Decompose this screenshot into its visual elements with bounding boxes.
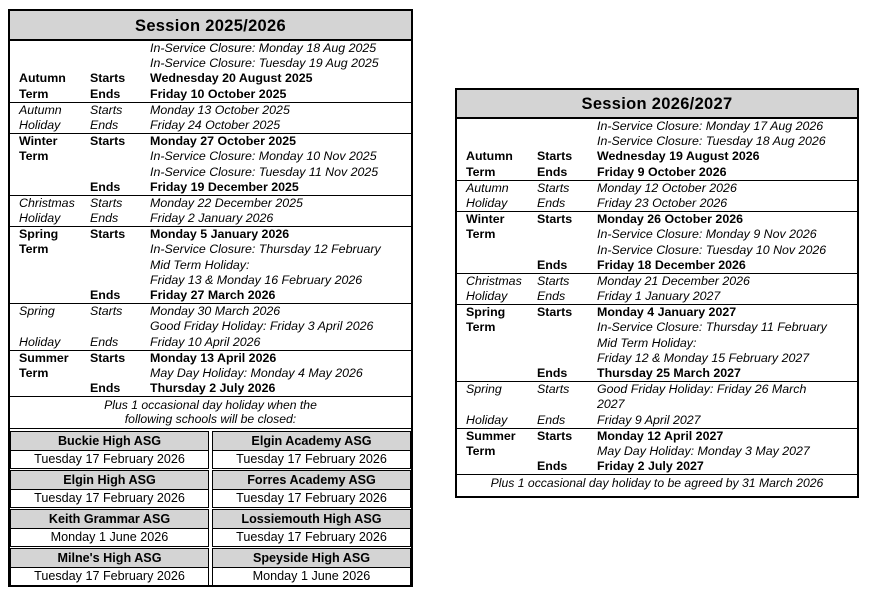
period-label: Summer (466, 428, 516, 443)
period-label (457, 366, 537, 381)
date-text: In-Service Closure: Monday 18 Aug 2025 (150, 41, 377, 55)
date-text: In-Service Closure: Thursday 11 February (597, 320, 827, 335)
date-text: In-Service Closure: Tuesday 11 Nov 2025 (150, 164, 379, 179)
period-label: Autumn (19, 102, 62, 117)
term-block (10, 351, 411, 398)
asg-closure-date: Tuesday 17 February 2026 (236, 452, 387, 467)
term-row (457, 227, 857, 242)
date-text: Friday 2 July 2027 (597, 459, 704, 474)
date-text: Mid Term Holiday: (150, 257, 250, 272)
date-text: Good Friday Holiday: Friday 3 April 2026 (150, 319, 374, 334)
starts-ends-label: Ends (90, 179, 121, 194)
term-row (10, 118, 411, 133)
starts-ends-label: Starts (537, 180, 570, 195)
date-text: Friday 1 January 2027 (597, 289, 721, 304)
starts-ends-label: Starts (537, 212, 573, 227)
date-text: Monday 22 December 2025 (150, 195, 303, 210)
period-label: Christmas (466, 273, 522, 288)
starts-ends-label: Ends (537, 412, 566, 427)
period-label (457, 243, 537, 258)
note-line: Plus 1 occasional day holiday when the (104, 398, 317, 413)
term-block (457, 274, 857, 305)
starts-ends-label (90, 319, 150, 334)
period-label: Christmas (19, 195, 75, 210)
starts-ends-label: Ends (537, 366, 568, 380)
period-label (10, 288, 90, 303)
term-row (10, 335, 411, 350)
starts-ends-label (90, 273, 150, 288)
date-text: Friday 9 October 2026 (597, 164, 727, 179)
term-row (457, 181, 857, 196)
asg-closure-date: Tuesday 17 February 2026 (34, 491, 185, 506)
term-row (457, 289, 857, 304)
term-row (457, 258, 857, 273)
starts-ends-label (537, 134, 597, 149)
date-text: Friday 27 March 2026 (150, 288, 276, 302)
asg-name: Lossiemouth High ASG (213, 510, 410, 529)
term-block (10, 304, 411, 351)
date-text: Wednesday 19 August 2026 (597, 149, 760, 164)
term-row (10, 103, 411, 118)
period-label (457, 351, 537, 366)
term-row (10, 366, 411, 381)
starts-ends-label: Starts (90, 195, 123, 210)
term-row (10, 196, 411, 211)
term-row (457, 382, 857, 397)
term-row (457, 305, 857, 320)
date-text: Friday 18 December 2026 (597, 257, 746, 272)
term-row (10, 134, 411, 149)
period-label: Term (19, 86, 49, 101)
date-text: Wednesday 20 August 2025 (150, 71, 313, 86)
asg-closure-date: Tuesday 17 February 2026 (236, 491, 387, 506)
starts-ends-label: Ends (537, 195, 566, 210)
period-label: Holiday (19, 334, 61, 349)
asg-grid (10, 429, 411, 586)
session-2025-2026-table (8, 9, 413, 587)
period-label (10, 41, 90, 56)
term-block (457, 305, 857, 382)
date-text: Friday 10 October 2025 (150, 86, 287, 101)
term-row (10, 211, 411, 226)
period-label (457, 119, 537, 134)
asg-name: Elgin Academy ASG (213, 432, 410, 451)
starts-ends-label (90, 242, 150, 257)
date-text: In-Service Closure: Tuesday 19 Aug 2025 (150, 56, 379, 71)
date-text: Friday 23 October 2026 (597, 195, 728, 210)
starts-ends-label (90, 56, 150, 71)
date-text: In-Service Closure: Monday 17 Aug 2026 (597, 119, 824, 133)
date-text: Monday 4 January 2027 (597, 305, 737, 320)
period-label (457, 258, 537, 273)
asg-name: Buckie High ASG (11, 432, 208, 451)
period-label: Term (19, 149, 49, 164)
period-label: Term (466, 443, 496, 458)
date-text: May Day Holiday: Monday 4 May 2026 (150, 365, 363, 380)
session-title: Session 2025/2026 (10, 11, 411, 41)
period-label: Holiday (466, 412, 508, 427)
term-row (10, 149, 411, 164)
asg-cell (212, 470, 411, 508)
asg-closure-date: Tuesday 17 February 2026 (34, 569, 185, 584)
starts-ends-label: Ends (537, 289, 566, 304)
date-text: Friday 19 December 2025 (150, 179, 299, 194)
term-row (457, 459, 857, 474)
asg-name: Milne's High ASG (11, 549, 208, 568)
period-label: Holiday (19, 117, 61, 132)
term-row (457, 320, 857, 335)
date-text: Monday 12 April 2027 (597, 428, 724, 443)
term-row (457, 196, 857, 211)
period-label: Spring (466, 305, 506, 320)
starts-ends-label: Starts (537, 428, 573, 443)
starts-ends-label: Ends (90, 381, 121, 396)
period-label (457, 459, 537, 474)
term-row (457, 413, 857, 428)
note-line: following schools will be closed: (124, 412, 297, 427)
starts-ends-label: Ends (537, 459, 568, 474)
date-text: Friday 13 & Monday 16 February 2026 (150, 272, 363, 287)
term-row (10, 288, 411, 303)
term-row (10, 227, 411, 242)
date-text: In-Service Closure: Monday 10 Nov 2025 (150, 149, 377, 164)
date-text: Thursday 25 March 2027 (597, 366, 741, 380)
starts-ends-label (90, 366, 150, 381)
period-label: Holiday (466, 289, 508, 304)
asg-closure-date: Monday 1 June 2026 (50, 530, 169, 545)
term-row (10, 258, 411, 273)
term-row (10, 165, 411, 180)
period-label: Term (466, 164, 496, 179)
period-label: Term (19, 365, 49, 380)
session-title: Session 2026/2027 (457, 90, 857, 119)
starts-ends-label: Starts (90, 227, 126, 242)
occasional-holiday-footnote: Plus 1 occasional day holiday to be agreed by 31 March 2026 (490, 476, 824, 491)
starts-ends-label (537, 351, 597, 366)
period-label: Term (466, 320, 496, 335)
term-row (457, 165, 857, 180)
period-label: Term (19, 242, 49, 257)
starts-ends-label (537, 320, 597, 335)
term-row (457, 397, 857, 412)
starts-ends-label (90, 165, 150, 180)
term-row (10, 351, 411, 366)
date-text: In-Service Closure: Thursday 12 February (150, 242, 381, 257)
term-row (457, 119, 857, 134)
asg-closure-date: Monday 1 June 2026 (252, 569, 371, 584)
term-blocks (10, 41, 411, 397)
date-text: 2027 (597, 397, 625, 412)
term-block (457, 429, 857, 476)
term-row (10, 273, 411, 288)
term-block (457, 181, 857, 212)
starts-ends-label: Ends (90, 86, 121, 101)
date-text: Monday 12 October 2026 (597, 180, 737, 195)
starts-ends-label: Starts (90, 304, 123, 319)
period-label: Spring (466, 382, 502, 397)
date-text: Good Friday Holiday: Friday 26 March (597, 382, 807, 397)
date-text: In-Service Closure: Tuesday 10 Nov 2026 (597, 242, 827, 257)
term-row (457, 212, 857, 227)
asg-closure-date: Tuesday 17 February 2026 (236, 530, 387, 545)
asg-name: Forres Academy ASG (213, 471, 410, 490)
period-label: Winter (466, 212, 505, 227)
period-label (457, 336, 537, 351)
starts-ends-label: Ends (90, 211, 119, 226)
period-label: Holiday (19, 211, 61, 226)
period-label (10, 381, 90, 396)
period-label: Term (466, 227, 496, 242)
term-row (10, 381, 411, 396)
term-row (10, 304, 411, 319)
starts-ends-label: Starts (537, 149, 573, 164)
period-label: Autumn (19, 71, 66, 86)
starts-ends-label (537, 336, 597, 351)
term-row (10, 41, 411, 56)
term-row (10, 180, 411, 195)
asg-name: Keith Grammar ASG (11, 510, 208, 529)
term-row (457, 243, 857, 258)
starts-ends-label: Starts (537, 273, 570, 288)
date-text: Monday 13 October 2025 (150, 102, 290, 117)
term-row (10, 87, 411, 102)
starts-ends-label (90, 41, 150, 56)
starts-ends-label (537, 444, 597, 459)
date-text: Friday 2 January 2026 (150, 211, 274, 226)
starts-ends-label: Starts (537, 382, 570, 397)
date-text: In-Service Closure: Tuesday 18 Aug 2026 (597, 134, 826, 149)
occasional-holiday-note (10, 397, 411, 429)
term-row (10, 71, 411, 86)
term-block (457, 119, 857, 181)
date-text: In-Service Closure: Monday 9 Nov 2026 (597, 227, 817, 242)
date-text: Friday 12 & Monday 15 February 2027 (597, 350, 810, 365)
term-block (10, 227, 411, 304)
term-row (10, 56, 411, 71)
period-label: Autumn (466, 149, 513, 164)
term-block (457, 382, 857, 429)
period-label: Winter (19, 134, 58, 149)
term-row (457, 429, 857, 444)
starts-ends-label (537, 227, 597, 242)
term-row (457, 351, 857, 366)
period-label: Spring (19, 227, 59, 242)
period-label: Autumn (466, 180, 509, 195)
period-label: Summer (19, 350, 69, 365)
term-block (10, 134, 411, 196)
date-text: Thursday 2 July 2026 (150, 381, 276, 396)
asg-name: Elgin High ASG (11, 471, 208, 490)
term-row (457, 274, 857, 289)
term-row (10, 319, 411, 334)
starts-ends-label (537, 397, 597, 412)
starts-ends-label: Starts (537, 305, 573, 320)
term-row (457, 134, 857, 149)
period-label (10, 319, 90, 334)
starts-ends-label: Ends (90, 334, 119, 349)
asg-name: Speyside High ASG (213, 549, 410, 568)
date-text: Mid Term Holiday: (597, 335, 697, 350)
asg-cell (212, 548, 411, 586)
starts-ends-label (537, 119, 597, 134)
term-blocks (457, 119, 857, 475)
period-label: Holiday (466, 195, 508, 210)
term-row (10, 242, 411, 257)
term-block (10, 41, 411, 103)
period-label (10, 56, 90, 71)
period-label (10, 180, 90, 195)
starts-ends-label: Ends (90, 288, 121, 302)
asg-cell (10, 509, 209, 547)
period-label (457, 397, 537, 412)
date-text: Monday 26 October 2026 (597, 212, 743, 227)
date-text: Monday 21 December 2026 (597, 273, 750, 288)
term-row (457, 444, 857, 459)
starts-ends-label: Ends (537, 257, 568, 272)
starts-ends-label (90, 258, 150, 273)
starts-ends-label: Starts (90, 134, 126, 149)
term-block (10, 103, 411, 134)
period-label (10, 258, 90, 273)
date-text: Friday 9 April 2027 (597, 412, 701, 427)
date-text: Friday 10 April 2026 (150, 334, 261, 349)
term-row (457, 149, 857, 164)
date-text: Monday 27 October 2025 (150, 134, 296, 149)
date-text: Monday 30 March 2026 (150, 304, 281, 319)
starts-ends-label (537, 243, 597, 258)
term-row (457, 336, 857, 351)
starts-ends-label: Starts (90, 350, 126, 365)
starts-ends-label: Starts (90, 71, 126, 86)
term-row (457, 366, 857, 381)
period-label (10, 273, 90, 288)
period-label (10, 165, 90, 180)
asg-cell (10, 431, 209, 469)
starts-ends-label: Ends (90, 117, 119, 132)
period-label: Spring (19, 304, 55, 319)
starts-ends-label: Starts (90, 102, 123, 117)
asg-cell (10, 548, 209, 586)
period-label (457, 134, 537, 149)
date-text: Monday 5 January 2026 (150, 227, 290, 242)
asg-cell (212, 509, 411, 547)
session-2026-2027-table (455, 88, 859, 498)
asg-cell (212, 431, 411, 469)
date-text: May Day Holiday: Monday 3 May 2027 (597, 443, 810, 458)
asg-cell (10, 470, 209, 508)
date-text: Monday 13 April 2026 (150, 350, 277, 365)
term-block (457, 212, 857, 274)
starts-ends-label (90, 149, 150, 164)
date-text: Friday 24 October 2025 (150, 117, 281, 132)
asg-closure-date: Tuesday 17 February 2026 (34, 452, 185, 467)
starts-ends-label: Ends (537, 164, 568, 179)
term-block (10, 196, 411, 227)
